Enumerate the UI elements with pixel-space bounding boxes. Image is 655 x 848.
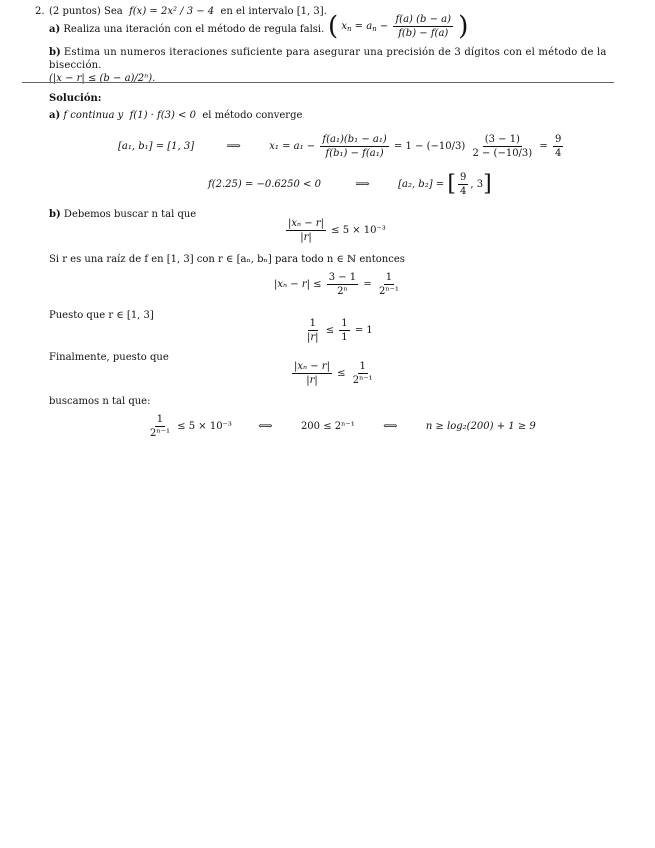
regula-numerator: f(a) (b − a)	[395, 14, 452, 25]
eq1-arrow: ⟹	[226, 141, 241, 152]
problem-interval: en el intervalo [1, 3].	[220, 6, 327, 17]
equation-1	[118, 134, 565, 159]
eq7-mid: 200 ≤ 2ⁿ⁻¹	[300, 421, 355, 432]
eq5-rhs: = 1	[354, 325, 373, 336]
eq7-iff-2: ⟺	[383, 421, 398, 432]
line-puesto: Puesto que r ∈ [1, 3]	[49, 310, 154, 321]
part-a-text: Realiza una iteración con el método de regula falsi.	[63, 24, 325, 35]
eq4-numerator: 3 − 1	[328, 272, 357, 283]
eq6-numerator-2: 1	[359, 361, 366, 372]
problem-header	[49, 6, 327, 17]
eq1-mid: = 1 − (−10/3)	[393, 141, 466, 152]
eq1-fraction	[320, 134, 388, 159]
eq6-le: ≤	[337, 368, 346, 379]
eq7-fraction	[148, 414, 172, 439]
eq2-arrow: ⟹	[355, 179, 370, 190]
eq4-denominator-2: 2ⁿ⁻¹	[378, 286, 399, 297]
part-b-label: b)	[49, 47, 61, 58]
solution-b-line	[49, 209, 196, 220]
problem-function: f(x) = 2x² / 3 − 4	[129, 6, 215, 17]
eq1-numerator-3: 9	[554, 134, 562, 145]
eq2-right-pre: [a₂, b₂] =	[398, 179, 445, 190]
eq5-denominator: |r|	[307, 332, 319, 343]
eq3-rhs: ≤ 5 × 10⁻³	[331, 225, 386, 236]
solution-a-text1: f continua y	[63, 110, 124, 121]
eq3-fraction	[286, 218, 326, 243]
eq6-numerator: |xₙ − r|	[294, 361, 330, 372]
solution-a-text2: el método converge	[202, 110, 303, 121]
eq2-fraction	[458, 172, 468, 197]
eq5-le: ≤	[325, 325, 335, 336]
eq4-numerator-2: 1	[385, 272, 393, 283]
part-b-formula: (|x − r| ≤ (b − a)/2ⁿ).	[49, 73, 156, 84]
eq5-numerator-2: 1	[341, 318, 348, 329]
regula-left: x	[341, 21, 347, 32]
solution-a-line	[49, 110, 302, 121]
eq7-denominator: 2ⁿ⁻¹	[150, 428, 170, 439]
eq4-fraction-2	[377, 272, 401, 297]
regula-fraction	[393, 14, 453, 39]
eq1-denominator-3: 4	[554, 148, 562, 159]
part-b-statement	[49, 46, 615, 85]
part-a-statement	[49, 24, 324, 35]
eq3-numerator: |xₙ − r|	[288, 218, 324, 229]
equation-6	[290, 361, 377, 386]
eq6-denominator-2: 2ⁿ⁻¹	[352, 375, 373, 386]
equation-3	[284, 218, 386, 243]
line-final: Finalmente, puesto que	[49, 352, 169, 363]
eq5-denominator-2: 1	[341, 332, 348, 343]
line-buscamos: buscamos n tal que:	[49, 396, 151, 407]
equation-2: f(2.25) = −0.6250 < 0 ⟹ [a₂, b₂] = [ $\frac{9}{4}$ , 3]	[208, 171, 492, 197]
eq1-denominator-2: 2 − (−10/3)	[472, 148, 533, 159]
eq1-numerator: f(a₁)(b₁ − a₁)	[322, 134, 387, 145]
eq1-denominator: f(b₁) − f(a₁)	[325, 148, 384, 159]
equation-7	[146, 414, 536, 439]
eq7-iff-1: ⟺	[258, 421, 273, 432]
eq6-fraction-2	[351, 361, 375, 386]
problem-number: 2.	[35, 6, 45, 17]
solution-b-label: b)	[49, 209, 61, 220]
equation-5	[303, 318, 373, 343]
eq1-left: [a₁, b₁] = [1, 3]	[118, 141, 195, 152]
eq6-fraction	[292, 361, 332, 386]
eq4-equals: =	[363, 279, 372, 290]
divider	[22, 82, 614, 83]
eq1-fraction-3	[553, 134, 563, 159]
eq5-fraction-2	[339, 318, 349, 343]
eq1-x: x₁ = a₁ −	[269, 141, 316, 152]
problem-points: (2 puntos) Sea	[49, 6, 123, 17]
solution-heading: Solución:	[49, 93, 102, 104]
eq7-rhs: ≤ 5 × 10⁻³	[177, 421, 232, 432]
regula-denominator: f(b) − f(a)	[398, 28, 449, 39]
eq7-end: n ≥ log₂(200) + 1 ≥ 9	[425, 421, 536, 432]
regula-falsi-formula: ( $x_n = a_n$ − $\frac{f(a) (b - a)}{f(b) - f(a)}$ )	[328, 11, 469, 42]
solution-a-label: a)	[49, 110, 61, 121]
solution-b-text: Debemos buscar n tal que	[63, 209, 197, 220]
eq1-equals: =	[539, 141, 548, 152]
part-b-text: Estima un numeros iteraciones suficiente para asegurar una precisión de 3 dígitos con el método de la bisección.	[49, 47, 607, 71]
eq3-denominator: |r|	[300, 232, 312, 243]
eq1-numerator-2: (3 − 1)	[484, 134, 520, 145]
eq2-tail: , 3	[470, 179, 484, 190]
eq4-fraction	[327, 272, 358, 297]
eq7-numerator: 1	[156, 414, 164, 425]
part-a-label: a)	[49, 24, 61, 35]
eq1-fraction-2	[470, 134, 534, 159]
eq2-denominator: 4	[459, 186, 467, 197]
line-root: Si r es una raíz de f en [1, 3] con r ∈ [aₙ, bₙ] para todo n ∈ ℕ entonces	[49, 254, 405, 265]
eq2-left: f(2.25) = −0.6250 < 0	[208, 179, 321, 190]
eq5-numerator: 1	[309, 318, 316, 329]
equation-4	[274, 272, 403, 297]
solution-a-condition: f(1) · f(3) < 0	[129, 110, 196, 121]
eq2-numerator: 9	[459, 172, 467, 183]
eq5-fraction	[305, 318, 321, 343]
eq6-denominator: |r|	[306, 375, 318, 386]
eq4-left: |xₙ − r| ≤	[274, 279, 322, 290]
eq4-denominator: 2ⁿ	[337, 286, 348, 297]
